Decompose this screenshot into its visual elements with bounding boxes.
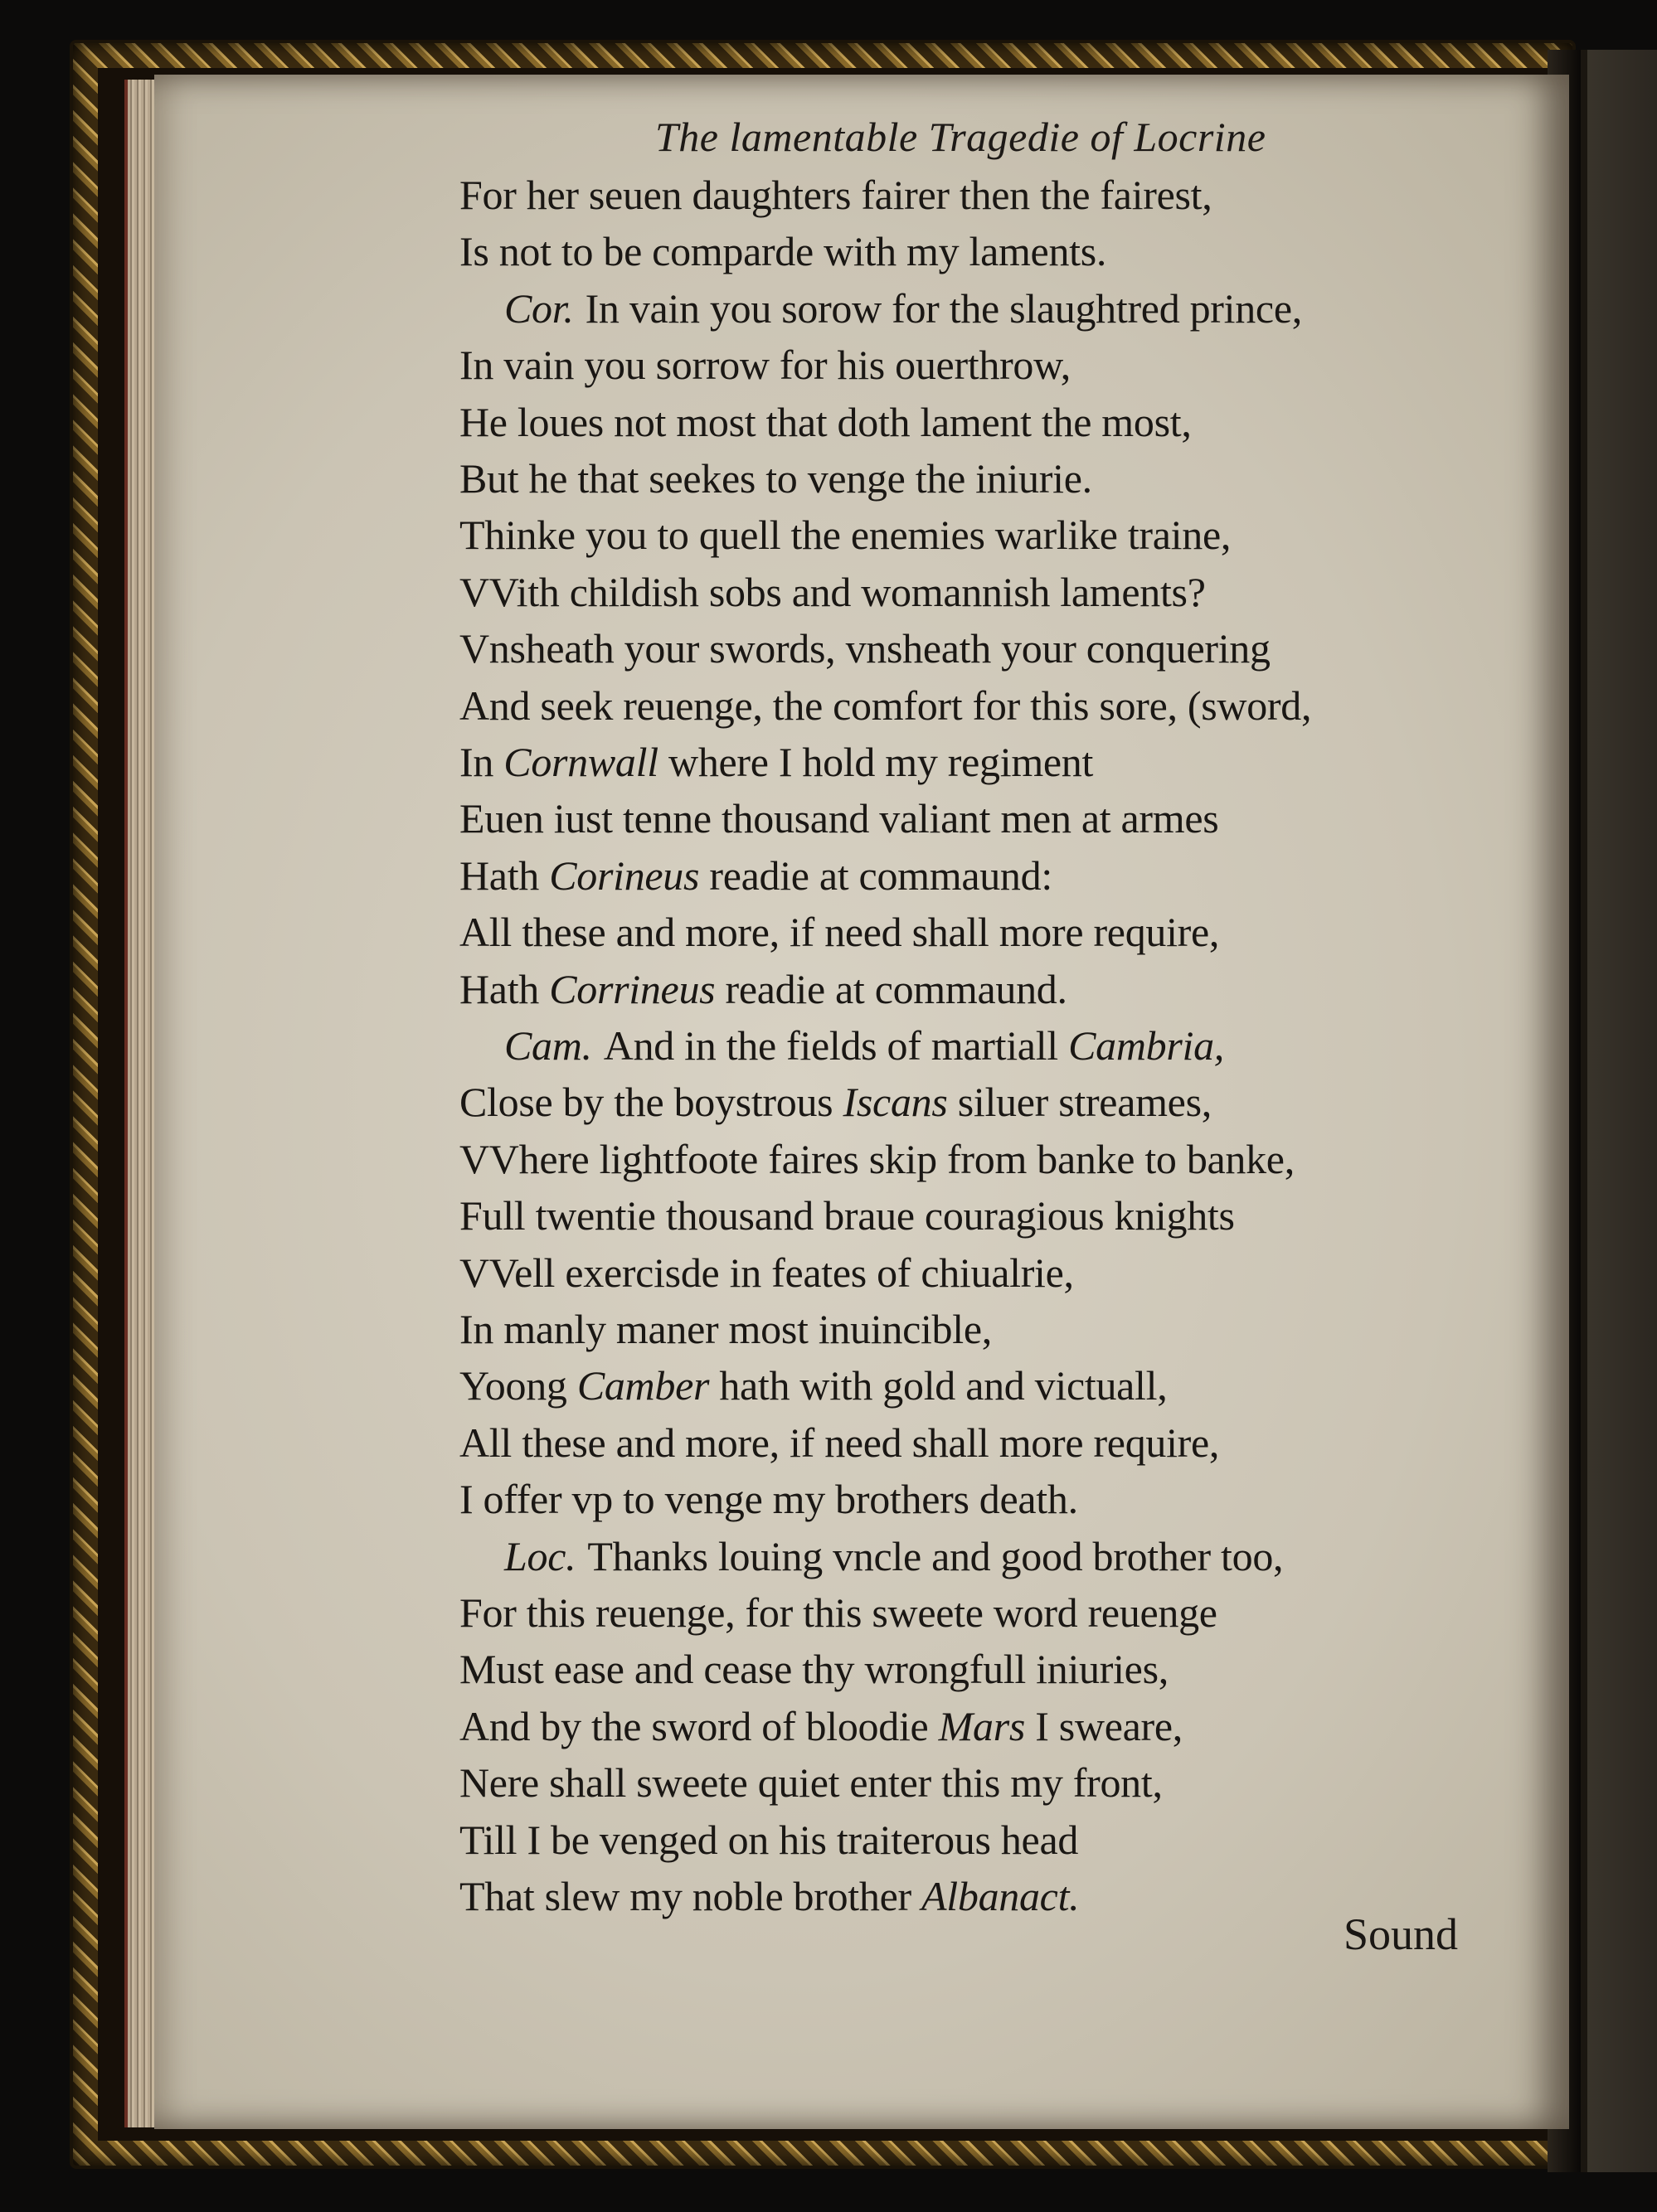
verse-line: [459, 1759, 1163, 1807]
verse-text: Nere shall sweete quiet enter this my front,: [459, 1759, 1163, 1807]
verse-line: [459, 455, 1092, 502]
verse-line: [459, 965, 1067, 1012]
verse-line: [459, 1249, 1074, 1296]
speaker-prefix: Loc.: [504, 1532, 576, 1579]
verse-line: [459, 1419, 1220, 1466]
verse-text: For this reuenge, for this sweete word reuenge: [459, 1589, 1217, 1636]
verse-line: [459, 1646, 1169, 1693]
verse-text: In vain you sorow for the slaughtred prince,: [585, 284, 1302, 332]
verse-line: [459, 228, 1107, 275]
verse-text: Till I be venged on his traiterous head: [459, 1816, 1079, 1863]
verse-text: Hath: [459, 851, 550, 899]
verse-text: That slew my noble brother: [459, 1873, 922, 1919]
verse-text: Close by the boystrous: [459, 1079, 843, 1126]
verse-line: [504, 1532, 1284, 1579]
verse-line: [459, 568, 1206, 615]
verse-text: I offer vp to venge my brothers death.: [459, 1476, 1078, 1523]
page-edges: [124, 80, 158, 2127]
verse-text: Thanks louing vncle and good brother too,: [587, 1532, 1284, 1579]
verse-text: Euen iust tenne thousand valiant men at armes: [459, 795, 1219, 842]
verse-line: [459, 1308, 992, 1350]
verse-line: [459, 1362, 1168, 1409]
verse-line: [459, 1192, 1235, 1239]
verse-text: And in the fields of martiall: [603, 1022, 1069, 1069]
verse-line: [459, 1589, 1217, 1636]
italic-name: Corrineus: [549, 965, 716, 1012]
verse-text: But he that seekes to venge the iniurie.: [459, 455, 1092, 502]
verse-text: I sweare,: [1025, 1702, 1183, 1749]
italic-name: Mars: [938, 1702, 1026, 1749]
verse-text: Must ease and cease thy wrongfull iniuries,: [459, 1646, 1169, 1693]
verse-text: VVell exercisde in feates of chiualrie,: [459, 1249, 1074, 1296]
verse-text: For her seuen daughters fairer then the fairest,: [459, 172, 1212, 218]
italic-name: Camber: [576, 1362, 710, 1409]
verse-text: Is not to be comparde with my laments.: [459, 228, 1107, 275]
verse-text: In vain you sorrow for his ouerthrow,: [459, 342, 1071, 389]
verse-text: where I hold my regiment: [658, 739, 1094, 785]
verse-line: [459, 174, 1212, 216]
italic-name: Cambria,: [1068, 1022, 1224, 1069]
verse-text: All these and more, if need shall more require,: [459, 909, 1220, 956]
italic-name: Albanact.: [921, 1873, 1080, 1919]
facing-page-edge: [1581, 50, 1657, 2172]
verse-line: [459, 1816, 1079, 1863]
verse-line: [459, 398, 1192, 445]
verse-line: [459, 851, 1052, 899]
verse-text: Yoong: [459, 1362, 577, 1409]
verse-text: Full twentie thousand braue couragious knights: [459, 1192, 1235, 1239]
verse-text: And seek reuenge, the comfort for this sore, (sword,: [459, 682, 1312, 729]
verse-text: hath with gold and victuall,: [709, 1362, 1168, 1409]
running-head: The lamentable Tragedie of Locrine: [655, 114, 1266, 160]
speaker-prefix: Cam.: [504, 1022, 592, 1069]
verse-text: In: [459, 739, 504, 785]
catchword: Sound: [1344, 1909, 1459, 1959]
verse-text: Hath: [459, 965, 550, 1012]
verse-line: [459, 512, 1232, 559]
verse-text: In manly maner most inuincible,: [459, 1306, 992, 1352]
verse-text: VVhere lightfoote faires skip from banke to banke,: [459, 1135, 1295, 1182]
italic-name: Cornwall: [503, 739, 658, 785]
verse-text: VVith childish sobs and womannish laments?: [459, 568, 1206, 615]
verse-line: [459, 1135, 1295, 1182]
verse-text: siluer streames,: [947, 1079, 1212, 1126]
verse-line: [459, 741, 1093, 783]
speaker-prefix: Cor.: [504, 284, 574, 332]
verse-line: [459, 909, 1220, 956]
verse-line: [459, 1702, 1183, 1749]
verse-text: He loues not most that doth lament the most,: [459, 398, 1192, 445]
verse-line: [459, 342, 1071, 389]
verse-line: [459, 625, 1271, 672]
verse-line: [459, 1079, 1212, 1126]
verse-text: Vnsheath your swords, vnsheath your conquering: [459, 625, 1271, 672]
italic-name: Corineus: [549, 851, 700, 899]
verse-line: [459, 1875, 1079, 1917]
verse-text: All these and more, if need shall more require,: [459, 1419, 1220, 1466]
verse-text: And by the sword of bloodie: [459, 1702, 939, 1749]
verse-line: [459, 795, 1219, 842]
verse-line: [459, 1476, 1078, 1523]
verse-line: [504, 1022, 1224, 1069]
italic-name: Iscans: [843, 1079, 948, 1126]
verse-line: [504, 284, 1302, 332]
verse-text: Thinke you to quell the enemies warlike traine,: [459, 512, 1232, 559]
verse-text: readie at commaund.: [715, 965, 1067, 1012]
verse-text: readie at commaund:: [699, 851, 1052, 899]
verse-line: [459, 682, 1312, 729]
